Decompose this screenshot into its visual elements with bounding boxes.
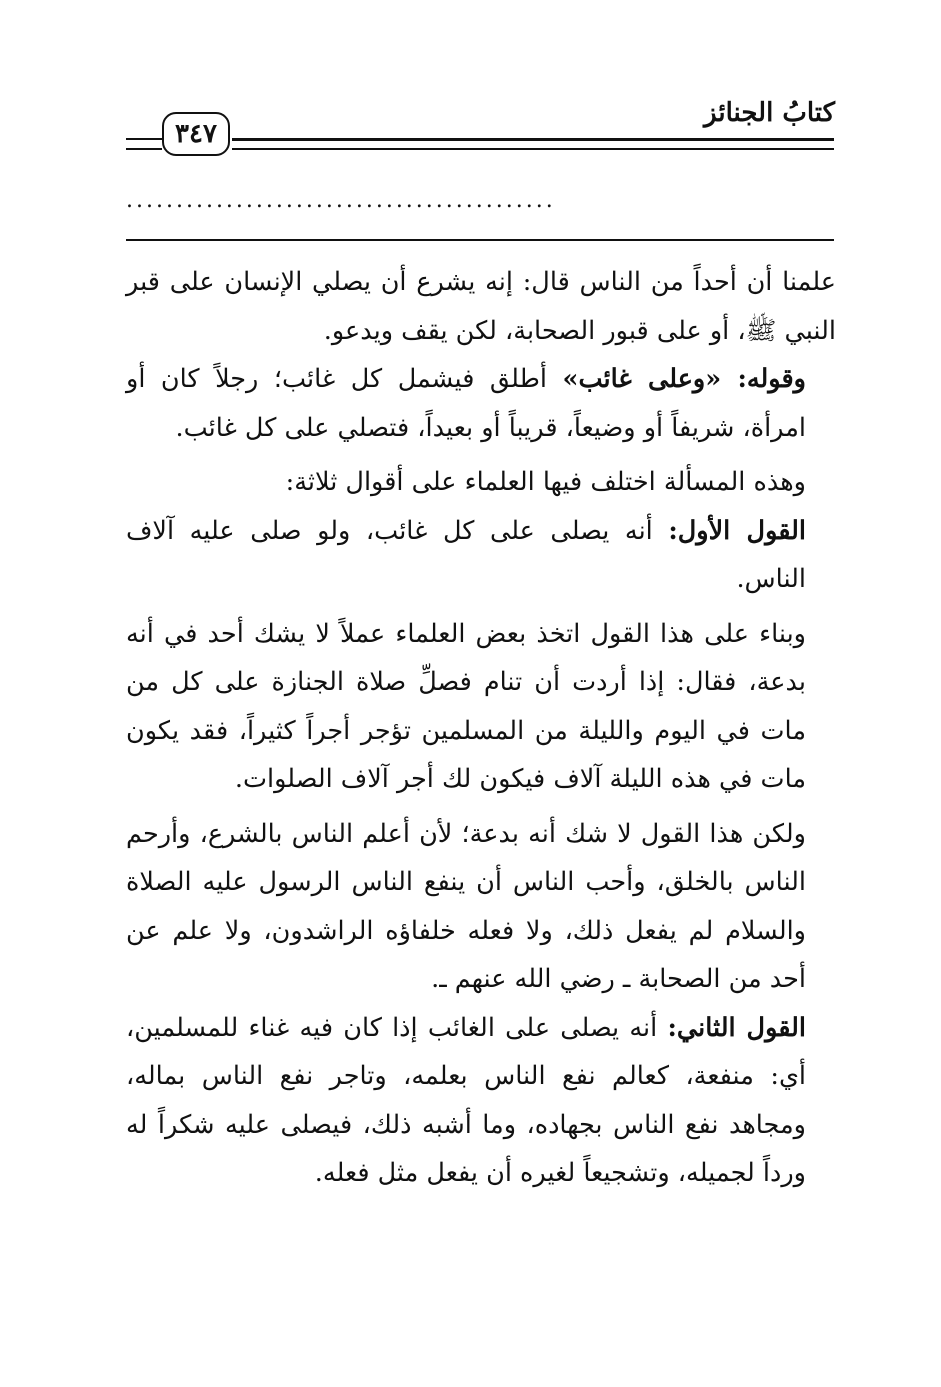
main-text — [126, 258, 836, 1198]
paragraph-3-text: وهذه المسألة اختلف فيها العلماء على أقوال ثلاثة: — [285, 467, 806, 497]
header-rule-left — [126, 138, 162, 150]
paragraph-2-lead: وقوله: «وعلى غائب» — [562, 364, 806, 394]
paragraph-7-text: أنه يصلى على الغائب إذا كان فيه غناء للمسلمين، أي: منفعة، كعالم نفع الناس بعلمه، وتاجر نفع الناس بماله، ومجاهد نفع الناس بجهاده، وما أشبه ذلك، فيصلى عليه شكراً له ورداً لجميله، وتشجيعاً لغيره أن يفعل مثل فعله. — [126, 1012, 806, 1188]
paragraph-5 — [126, 610, 836, 804]
paragraph-5-text: وبناء على هذا القول اتخذ بعض العلماء عملاً لا يشك أحد في أنه بدعة، فقال: إذا أردت أن تنام فصلِّ صلاة الجنازة على كل من مات في اليوم والليلة من المسلمين تؤجر أجراً كثيراً، فقد يكون مات في هذه الليلة آلاف فيكون لك أجر آلاف الصلوات. — [126, 618, 806, 794]
paragraph-4 — [126, 507, 836, 604]
paragraph-2 — [126, 355, 836, 452]
paragraph-2-text: أطلق فيشمل كل غائب؛ رجلاً كان أو امرأة، شريفاً أو وضيعاً، قريباً أو بعيداً، فتصلي على كل غائب. — [126, 364, 806, 443]
footnote-separator-line — [126, 239, 834, 241]
paragraph-4-lead: القول الأول: — [668, 515, 806, 546]
header-rule-right — [232, 138, 834, 150]
running-header-title: كتابُ الجنائز — [704, 98, 835, 128]
page-number: ٣٤٧ — [162, 112, 230, 156]
dotted-separator: ........................................... — [126, 188, 556, 213]
paragraph-1-text: علمنا أن أحداً من الناس قال: إنه يشرع أن يصلي الإنسان على قبر النبي ﷺ، أو على قبور الصحابة، لكن يقف ويدعو. — [126, 267, 836, 346]
paragraph-4-text: أنه يصلى على كل غائب، ولو صلى عليه آلاف الناس. — [126, 515, 806, 594]
paragraph-6 — [126, 810, 836, 1004]
paragraph-6-text: ولكن هذا القول لا شك أنه بدعة؛ لأن أعلم الناس بالشرع، وأرحم الناس بالخلق، وأحب الناس أن ينفع الناس الرسول عليه الصلاة والسلام لم يفعل ذلك، ولا فعله خلفاؤه الراشدون، ولا علم عن أحد من الصحابة ـ رضي الله عنهم ـ. — [126, 818, 806, 994]
paragraph-1 — [126, 258, 836, 355]
paragraph-3 — [126, 458, 836, 507]
paragraph-7-lead: القول الثاني: — [667, 1012, 806, 1043]
paragraph-7 — [126, 1004, 836, 1198]
